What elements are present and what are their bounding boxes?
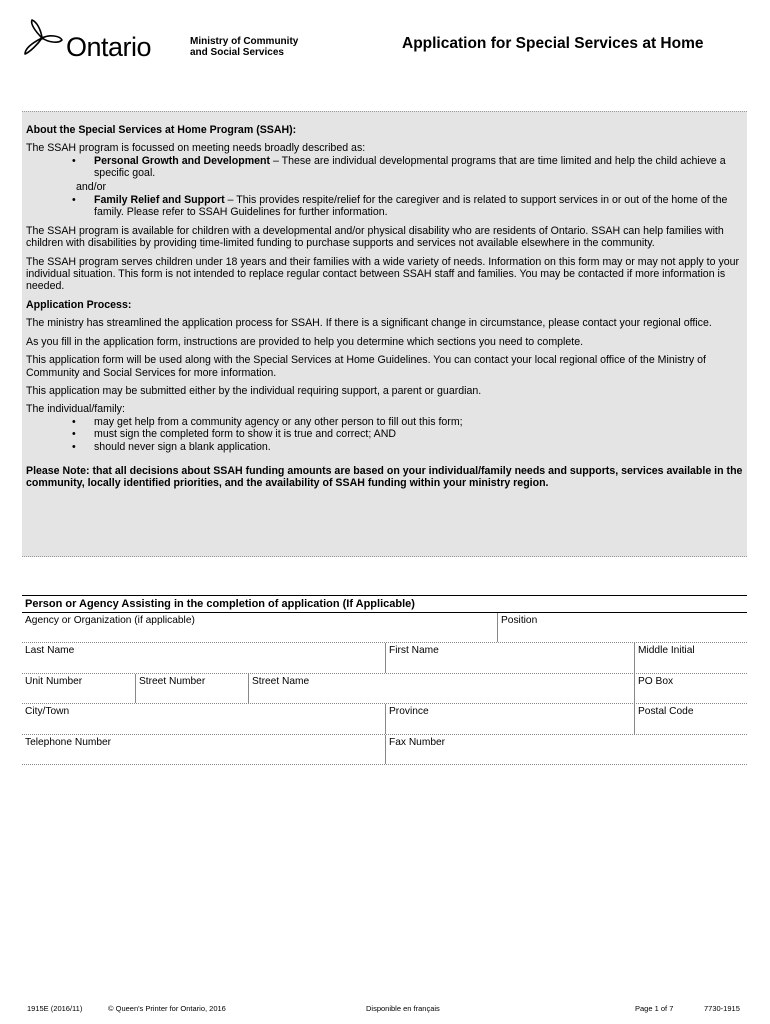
street-number-label: Street Number bbox=[139, 675, 206, 687]
city-label: City/Town bbox=[25, 706, 70, 717]
logo-wordmark: Ontario bbox=[66, 32, 152, 62]
city-field[interactable] bbox=[22, 704, 385, 734]
middle-initial-field[interactable] bbox=[634, 643, 747, 673]
province-field[interactable] bbox=[385, 704, 634, 734]
middle-initial-label: Middle Initial bbox=[638, 645, 695, 656]
process-paragraph-4: This application may be submitted either by the individual requiring support, a parent or guardian. bbox=[26, 384, 482, 397]
program-info-panel bbox=[22, 111, 747, 557]
agency-field[interactable] bbox=[22, 613, 497, 642]
ontario-logo bbox=[22, 18, 172, 62]
info-heading: About the Special Services at Home Program (SSAH): bbox=[26, 124, 297, 136]
ministry-line-2: and Social Services bbox=[190, 47, 284, 58]
first-name-label: First Name bbox=[389, 645, 439, 656]
bullet-title-personal-growth: Personal Growth and Development bbox=[94, 154, 271, 167]
list-item: • Family Relief and Support – This provides respite/relief for the caregiver and is related to support services in or out of the home of the family. Please refer to SSAH Guidelines for further information. bbox=[72, 194, 728, 219]
form-title: Application for Special Services at Home bbox=[402, 35, 704, 52]
needs-list-2 bbox=[26, 194, 743, 219]
list-item: • may get help from a community agency or any other person to fill out this form; bbox=[72, 415, 463, 428]
ministry-name bbox=[190, 36, 298, 58]
list-item: • should never sign a blank application. bbox=[72, 440, 271, 453]
section-title: Person or Agency Assisting in the completion of application (If Applicable) bbox=[22, 595, 747, 613]
last-name-label: Last Name bbox=[25, 645, 75, 656]
form-row-city bbox=[22, 704, 747, 735]
fax-label: Fax Number bbox=[389, 736, 446, 748]
funding-note: Please Note: that all decisions about SSAH funding amounts are based on your individual/family needs and supports, services available in the community, locally identified priorities, and the availability of SSAH funding within your ministry region. bbox=[26, 464, 743, 490]
info-paragraph-eligibility: The SSAH program is available for children with a developmental and/or physical disability who are residents of Ontario. SSAH can help families with children with disabilities by providing time-limited funding to purchase supports and services not available elsewhere in the community. bbox=[26, 224, 724, 250]
postal-code-label: Postal Code bbox=[638, 706, 694, 717]
footer-page-number: Page 1 of 7 bbox=[635, 1004, 674, 1013]
postal-code-field[interactable] bbox=[634, 704, 747, 734]
process-paragraph-1: The ministry has streamlined the application process for SSAH. If there is a significant change in circumstance, please contact your regional office. bbox=[26, 317, 712, 330]
street-name-field[interactable] bbox=[248, 674, 634, 704]
po-box-label: PO Box bbox=[638, 675, 674, 687]
and-or-text: and/or bbox=[76, 180, 107, 193]
family-list bbox=[26, 416, 743, 453]
info-paragraph-scope: The SSAH program serves children under 18 years and their families with a wide variety of needs. Information on this form may or may not apply to your individual situation. This form is not intended to replace regular contact between SSAH staff and families. You may be contacted if more information is needed. bbox=[26, 255, 740, 293]
ministry-line-1: Ministry of Community bbox=[190, 36, 299, 47]
footer-copyright: © Queen's Printer for Ontario, 2016 bbox=[108, 1004, 226, 1013]
form-row-address bbox=[22, 674, 747, 705]
needs-list bbox=[26, 155, 743, 180]
list-item: • must sign the completed form to show it is true and correct; AND bbox=[72, 428, 397, 441]
last-name-field[interactable] bbox=[22, 643, 385, 673]
footer-form-number: 1915E (2016/11) bbox=[27, 1004, 83, 1013]
trillium-icon bbox=[22, 18, 64, 58]
street-name-label: Street Name bbox=[252, 675, 310, 687]
process-paragraph-3: This application form will be used along with the Special Services at Home Guidelines. You can contact your local regional office of the Ministry of Community and Social Services for more information. bbox=[26, 354, 706, 379]
form-row-agency bbox=[22, 613, 747, 643]
form-row-phone bbox=[22, 735, 747, 766]
family-intro: The individual/family: bbox=[26, 403, 125, 416]
position-field[interactable] bbox=[497, 613, 747, 642]
first-name-field[interactable] bbox=[385, 643, 634, 673]
info-intro: The SSAH program is focussed on meeting needs broadly described as: bbox=[26, 142, 366, 155]
province-label: Province bbox=[389, 706, 429, 717]
fax-field[interactable] bbox=[385, 735, 747, 765]
process-paragraph-2: As you fill in the application form, instructions are provided to help you determine which sections you need to complete. bbox=[26, 335, 584, 348]
po-box-field[interactable] bbox=[634, 674, 747, 704]
form-row-name bbox=[22, 643, 747, 674]
bullet-text-family-relief: – This provides respite/relief for the caregiver and is related to support services in or out of the home of the family. Please refer to SSAH Guidelines for further information. bbox=[94, 194, 728, 219]
footer-french: Disponible en français bbox=[366, 1004, 440, 1013]
process-heading: Application Process: bbox=[26, 298, 132, 311]
unit-number-field[interactable] bbox=[22, 674, 135, 704]
bullet-title-family-relief: Family Relief and Support bbox=[94, 194, 225, 207]
assisting-person-section bbox=[22, 595, 747, 765]
telephone-label: Telephone Number bbox=[25, 736, 112, 748]
telephone-field[interactable] bbox=[22, 735, 385, 765]
footer-code: 7730-1915 bbox=[704, 1004, 740, 1013]
agency-label: Agency or Organization (if applicable) bbox=[25, 615, 195, 626]
street-number-field[interactable] bbox=[135, 674, 248, 704]
list-item: • Personal Growth and Development – These are individual developmental programs that are time limited and help the child achieve a specific goal. bbox=[72, 154, 726, 180]
bullet-text-personal-growth: – These are individual developmental programs that are time limited and help the child achieve a specific goal. bbox=[94, 154, 726, 180]
position-label: Position bbox=[501, 615, 538, 626]
unit-number-label: Unit Number bbox=[25, 675, 83, 687]
